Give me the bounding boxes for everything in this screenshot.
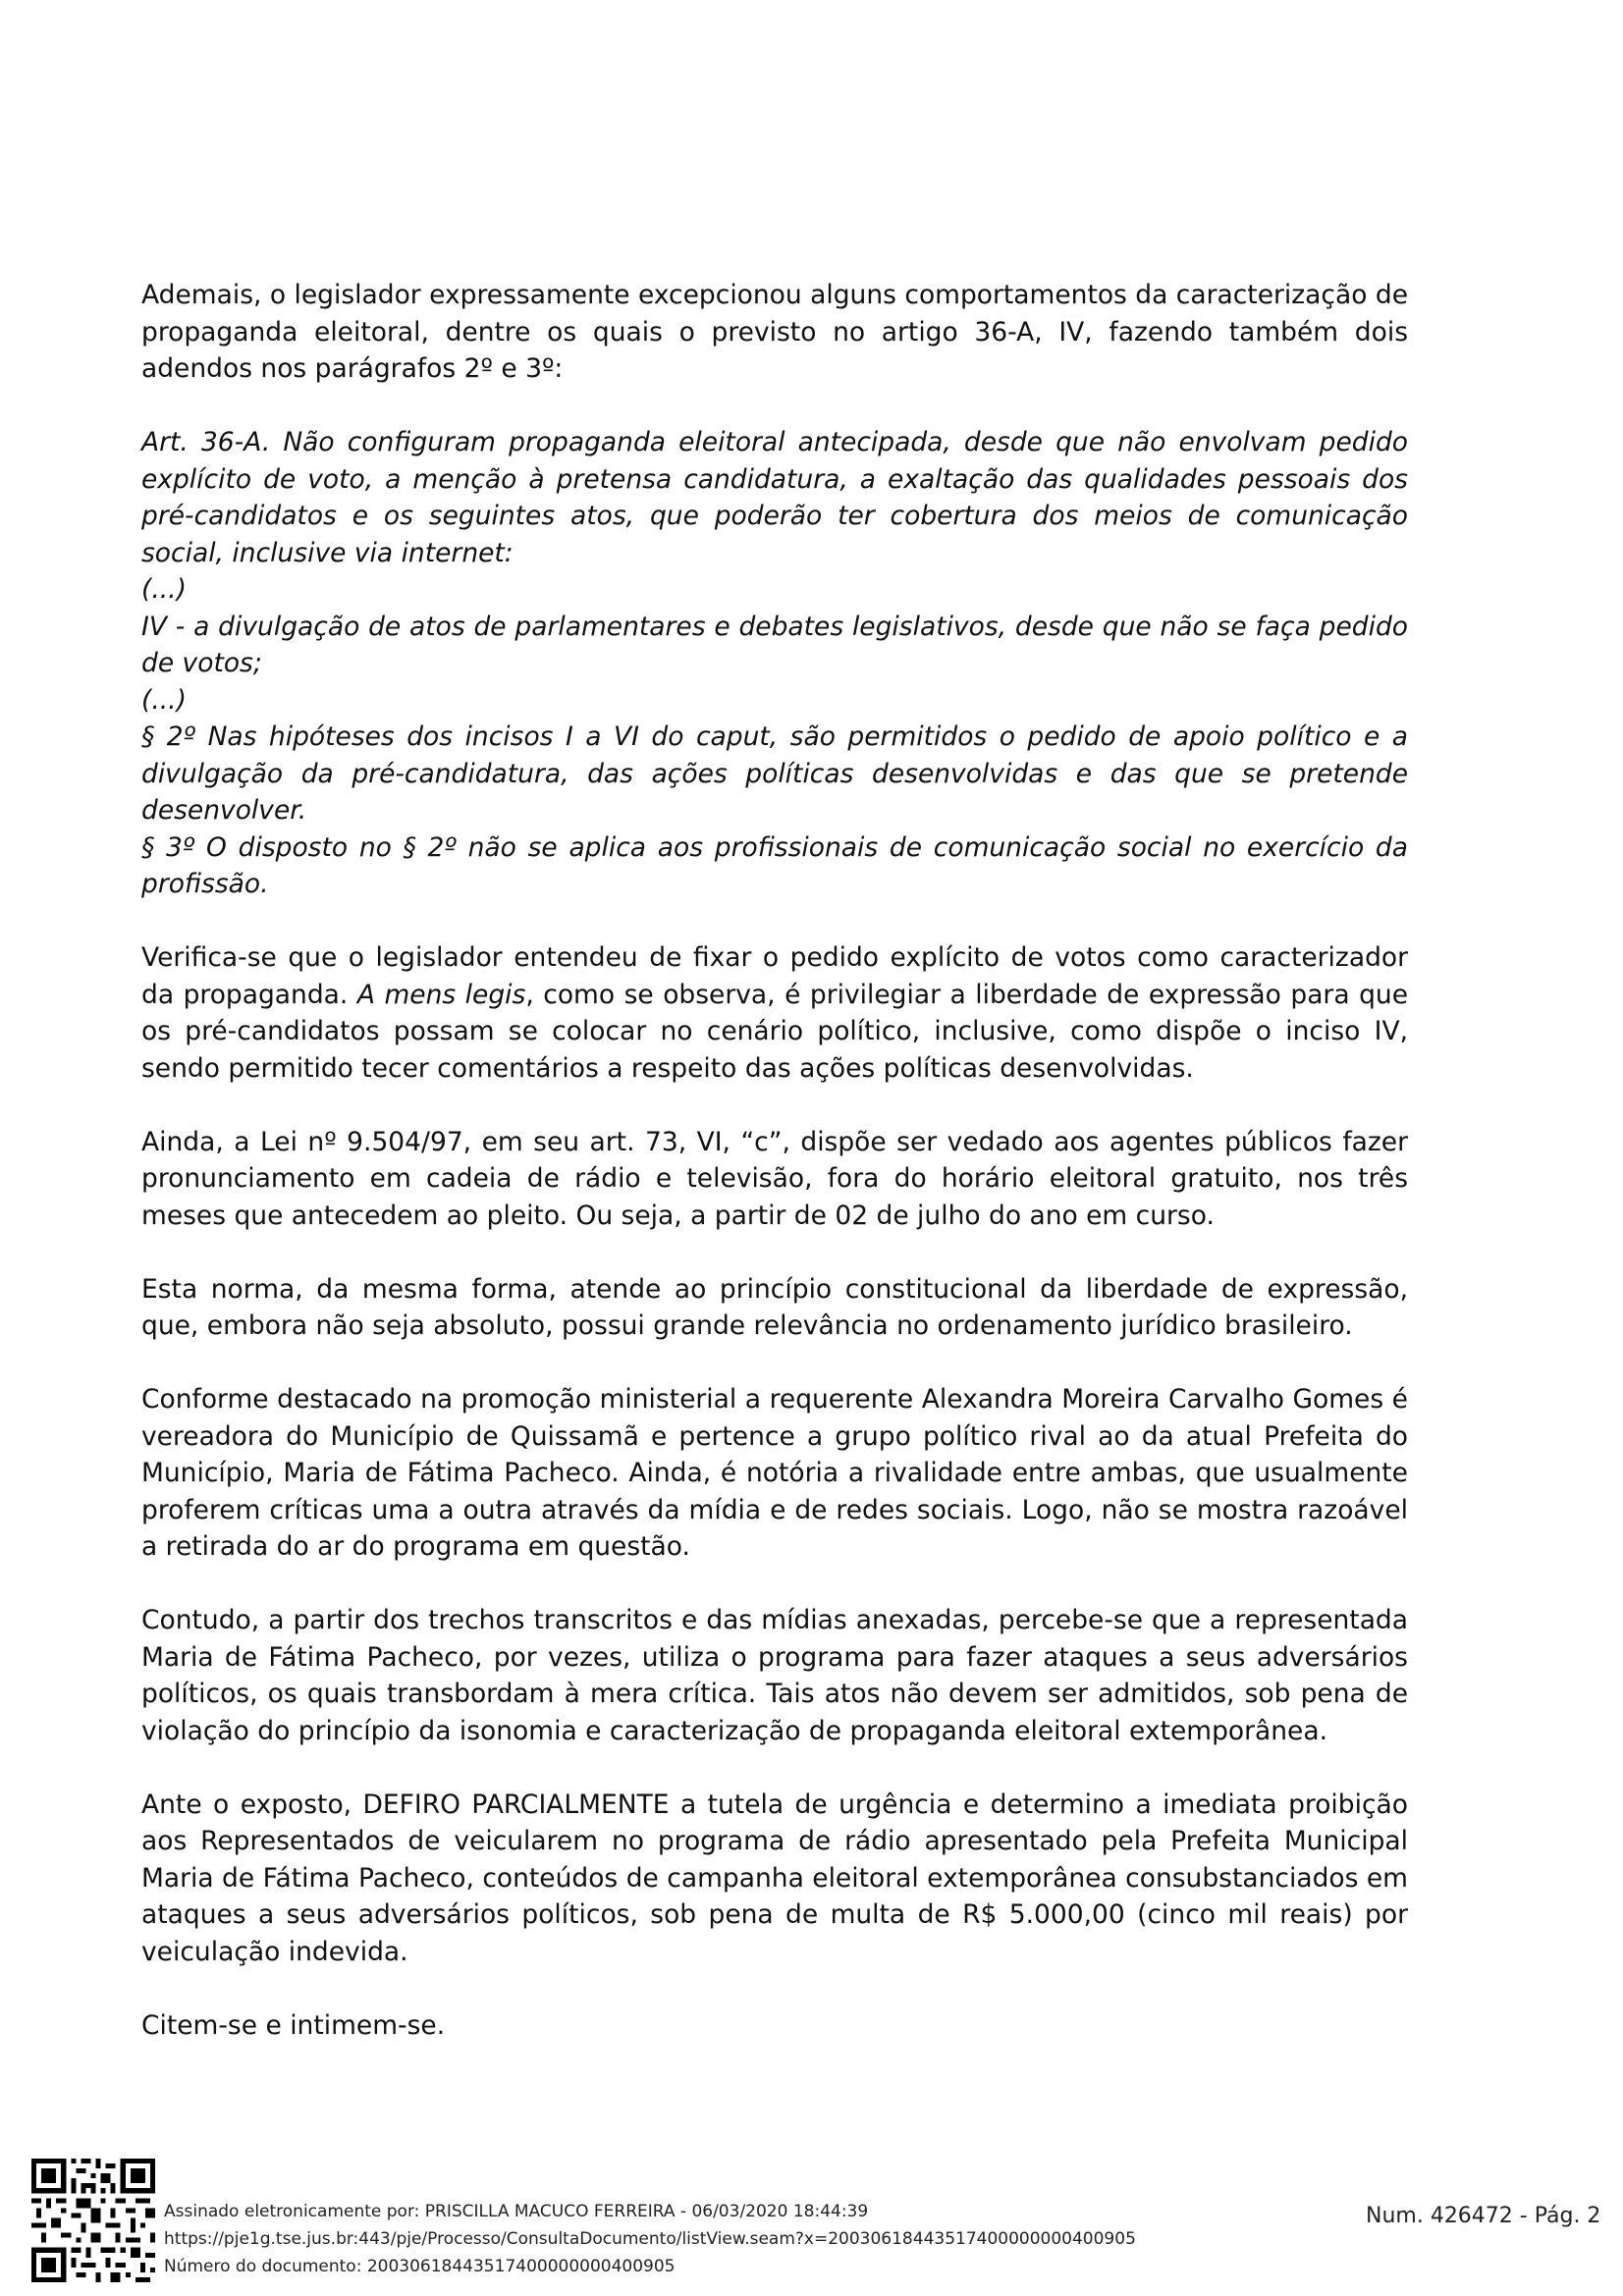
paragraph-ainda: Ainda, a Lei nº 9.504/97, em seu art. 73, VI, “c”, dispõe ser vedado aos agentes públicos fazer pronunciamento em cadeia de rádio e televisão, fora do horário eleitoral gratuito, nos três meses que antecedem ao pleito. Ou seja, a partir de 02 de julho do ano em curso. (141, 1126, 1408, 1231)
paragraph-verifica (141, 939, 1408, 1087)
document-number: Número do documento: 20030618443517400000000400905 (164, 2257, 676, 2276)
signature-block (164, 2198, 1136, 2280)
paragraph-contudo: Contudo, a partir dos trechos transcritos e das mídias anexadas, percebe-se que a representada Maria de Fátima Pacheco, por vezes, utiliza o programa para fazer ataques a seus adversários políticos, os quais transbordam à mera crítica. Tais atos não devem ser admitidos, sob pena de violação do princípio da isonomia e caracterização de propaganda eleitoral extemporânea. (141, 1605, 1408, 1746)
paragraph-verifica-a: Verifica-se que o legislador entendeu de fixar o pedido explícito de votos como caracterizador da propaganda. (141, 942, 1408, 1010)
paragraph-conforme: Conforme destacado na promoção ministerial a requerente Alexandra Moreira Carvalho Gomes é vereadora do Município de Quissamã e pertence a grupo político rival ao da atual Prefeita do Município, Maria de Fátima Pacheco. Ainda, é notória a rivalidade entre ambas, que usualmente proferem críticas uma a outra através da mídia e de redes sociais. Logo, não se mostra razoável a retirada do ar do programa em questão. (141, 1384, 1408, 1562)
paragraph-citem: Citem-se e intimem-se. (141, 2009, 446, 2041)
qr-code-icon (31, 2159, 155, 2282)
quote-line: § 2º Nas hipóteses dos incisos I a VI do caput, são permitidos o pedido de apoio político e a divulgação da pré-candidatura, das ações políticas desenvolvidas e das que se pretende desenvolver. (141, 721, 1408, 826)
paragraph-verifica-b: , como se observa, é privilegiar a liberdade de expressão para que os pré-candidatos possam se colocar no cenário político, inclusive, como dispõe o inciso IV, sendo permitido tecer comentários a respeito das ações políticas desenvolvidas. (141, 979, 1408, 1084)
signature-footer (0, 2155, 1623, 2296)
quote-line: § 3º O disposto no § 2º não se aplica aos profissionais de comunicação social no exercício da profissão. (141, 831, 1408, 899)
quote-line: IV - a divulgação de atos de parlamentares e debates legislativos, desde que não se faça pedido de votos; (141, 611, 1408, 678)
document-body (141, 277, 1408, 2044)
paragraph-ante: Ante o exposto, DEFIRO PARCIALMENTE a tutela de urgência e determino a imediata proibição aos Representados de veicularem no programa de rádio apresentado pela Prefeita Municipal Maria de Fátima Pacheco, conteúdos de campanha eleitoral extemporânea consubstanciados em ataques a seus adversários políticos, sob pena de multa de R$ 5.000,00 (cinco mil reais) por veiculação indevida. (141, 1789, 1408, 1967)
quote-line: (...) (141, 684, 187, 716)
quote-line: (...) (141, 574, 187, 605)
document-url[interactable]: https://pje1g.tse.jus.br:443/pje/Processo/ConsultaDocumento/listView.seam?x=20030618443517400000000400905 (164, 2229, 1136, 2249)
paragraph-norma: Esta norma, da mesma forma, atende ao princípio constitucional da liberdade de expressão, que, embora não seja absoluto, possui grande relevância no ordenamento jurídico brasileiro. (141, 1273, 1408, 1341)
paragraph-intro: Ademais, o legislador expressamente excepcionou alguns comportamentos da caracterização de propaganda eleitoral, dentre os quais o previsto no artigo 36-A, IV, fazendo também dois adendos nos parágrafos 2º e 3º: (141, 280, 1408, 384)
quote-line: Art. 36-A. Não configuram propaganda eleitoral antecipada, desde que não envolvam pedido explícito de voto, a menção à pretensa candidatura, a exaltação das qualidades pessoais dos pré-candidatos e os seguintes atos, que poderão ter cobertura dos meios de comunicação social, inclusive via internet: (141, 427, 1408, 568)
mens-legis-term: A mens legis (356, 979, 526, 1010)
signed-by-text: Assinado eletronicamente por: PRISCILLA MACUCO FERREIRA - 06/03/2020 18:44:39 (164, 2202, 869, 2221)
law-quote (141, 424, 1408, 903)
page-number: Num. 426472 - Pág. 2 (1366, 2204, 1601, 2228)
